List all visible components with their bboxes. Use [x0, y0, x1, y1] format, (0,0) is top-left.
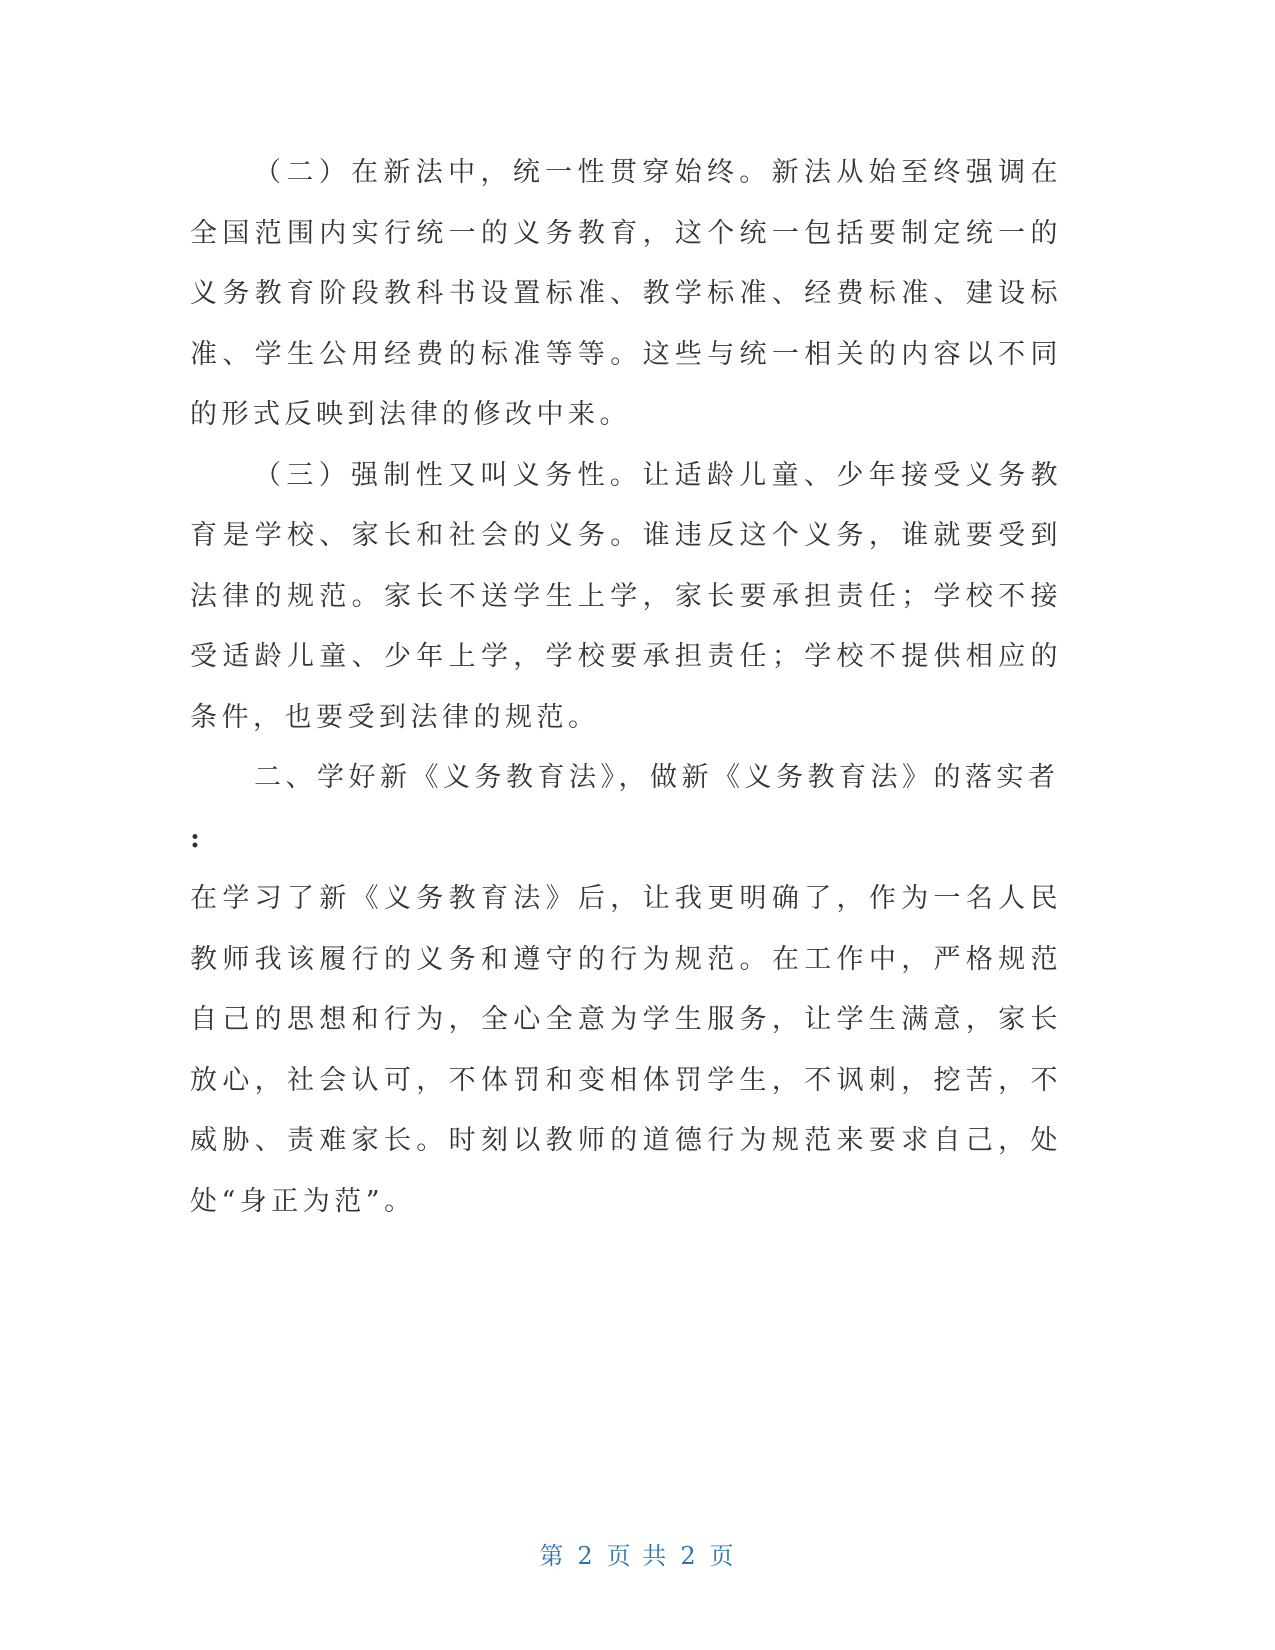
section-heading: 二、学好新《义务教育法》，做新《义务教育法》的落实者 [254, 762, 1060, 793]
page-footer [0, 1536, 1275, 1571]
paragraph-unity: （二）在新法中，统一性贯穿始终。新法从始至终强调在全国范围内实行统一的义务教育，这个统一包括要制定统一的义务教育阶段教科书设置标准、教学标准、经费标准、建设标准、学生公用经费的标准等等。这些与统一相关的内容以不同的形式反映到法律的修改中来。 [190, 157, 1062, 430]
footer-total-pages: 2 [680, 1542, 698, 1570]
paragraph-reflection: 在学习了新《义务教育法》后，让我更明确了，作为一名人民教师我该履行的义务和遵守的行为规范。在工作中，严格规范自己的思想和行为，全心全意为学生服务，让学生满意，家长放心，社会认可，不体罚和变相体罚学生，不讽刺，挖苦，不威胁、责难家长。时刻以教师的道德行为规范来要求自己，处处“身正为范”。 [190, 883, 1062, 1217]
footer-mid: 页 共 [606, 1542, 669, 1570]
heading-colon: : [190, 822, 200, 854]
document-body [190, 143, 1062, 1232]
footer-suffix: 页 [709, 1542, 736, 1570]
paragraph-compulsory: （三）强制性又叫义务性。让适龄儿童、少年接受义务教育是学校、家长和社会的义务。谁违反这个义务，谁就要受到法律的规范。家长不送学生上学，家长要承担责任；学校不接受适龄儿童、少年上学，学校要承担责任；学校不提供相应的条件，也要受到法律的规范。 [190, 459, 1062, 733]
footer-prefix: 第 [539, 1542, 566, 1570]
footer-current-page: 2 [577, 1542, 595, 1570]
